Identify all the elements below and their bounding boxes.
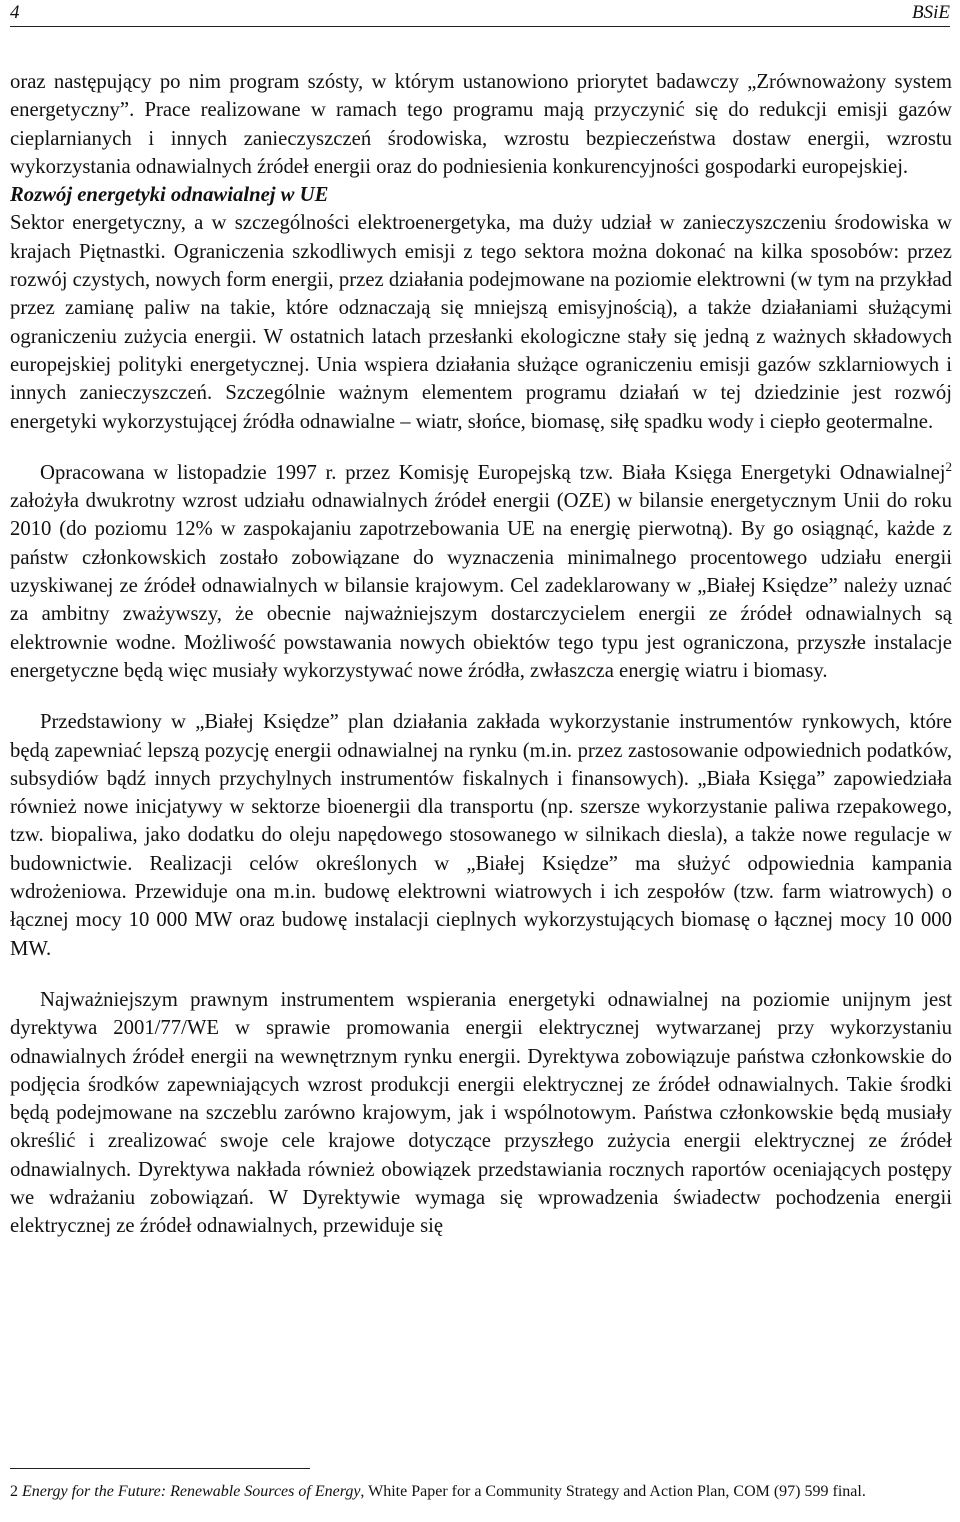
white-paper-text-start: Opracowana w listopadzie 1997 r. przez Komisję Europejską tzw. Biała Księga Energetyki Odnawialnej — [40, 461, 946, 484]
publication-brand: BSiE — [912, 2, 950, 23]
footnote — [10, 1481, 952, 1502]
paragraph-directive: Najważniejszym prawnym instrumentem wspierania energetyki odnawialnej na poziomie unijnym jest dyrektywa 2001/77/WE w sprawie promowania energii elektrycznej wytwarzanej przy wykorzystaniu odnawialnych źródeł energii na wewnętrznym rynku energii. Dyrektywa zobowiązuje państwa członkowskie do podjęcia środków zapewniających wzrost produkcji energii elektrycznej ze źródeł odnawialnych. Takie środki będą podejmowane na szczeblu zarówno krajowym, jak i wspólnotowym. Państwa członkowskie będą musiały określić i zrealizować swoje cele krajowe dotyczące przyszłego zużycia energii elektrycznej ze źródeł odnawialnych. Dyrektywa nakłada również obowiązek przedstawiania rocznych raportów oceniających postępy we wdrażaniu zobowiązań. W Dyrektywie wymaga się wprowadzenia świadectw pochodzenia energii elektrycznej ze źródeł odnawialnych, przewiduje się — [10, 988, 952, 1238]
header-divider — [10, 26, 950, 27]
page-body — [10, 68, 952, 1241]
page-number: 4 — [10, 2, 20, 23]
section-heading: Rozwój energetyki odnawialnej w UE — [10, 184, 329, 207]
paragraph-white-paper — [10, 459, 952, 685]
footnote-number: 2 — [10, 1483, 18, 1500]
paragraph-energy-sector: Sektor energetyczny, a w szczególności elektroenergetyka, ma duży udział w zanieczyszczeniu środowiska w krajach Piętnastki. Ograniczenia szkodliwych emisji z tego sektora można dokonać na kilka sposobów: przez rozwój czystych, nowych form energii, przez działania podejmowane na poziomie elektrowni (w tym na przykład przez zamianę paliw na takie, które odznaczają się mniejszą emisyjnością), a także działaniami służącymi ograniczeniu zużycia energii. W ostatnich latach przesłanki ekologiczne stały się jedną z ważnych składowych europejskiej polityki energetycznej. Unia wspiera działania służące ograniczeniu emisji gazów szklarniowych i innych zanieczyszczeń. Szczególnie ważnym elementem programu działań w tej dziedzinie jest rozwój energetyki wykorzystującej źródła odnawialne – wiatr, słońce, biomasę, siłę spadku wody i ciepło geotermalne. — [10, 212, 952, 433]
paragraph-intro: oraz następujący po nim program szósty, w którym ustanowiono priorytet badawczy „Zrównoważony system energetyczny”. Prace realizowane w ramach tego programu mają przyczynić się do redukcji emisji gazów cieplarnianych i innych zanieczyszczeń środowiska, wzrostu bezpieczeństwa dostaw energii, wzrostu wykorzystania odnawialnych źródeł energii oraz do podniesienia konkurencyjności gospodarki europejskiej. — [10, 71, 952, 178]
footnote-divider — [10, 1468, 310, 1469]
page-header — [10, 0, 950, 24]
footnote-text: , White Paper for a Community Strategy and Action Plan, COM (97) 599 final. — [360, 1483, 866, 1500]
footnote-title: Energy for the Future: Renewable Sources of Energy — [22, 1483, 361, 1500]
paragraph-action-plan: Przedstawiony w „Białej Księdze” plan działania zakłada wykorzystanie instrumentów rynkowych, które będą zapewniać lepszą pozycję energii odnawialnej na rynku (m.in. przez zastosowanie odpowiednich podatków, subsydiów bądź innych przychylnych instrumentów fiskalnych i finansowych). „Biała Księga” zapowiedziała również nowe inicjatywy w sektorze bioenergii dla transportu (np. szersze wykorzystanie paliwa rzepakowego, tzw. biopaliwa, jako dodatku do oleju napędowego stosowanego w silnikach diesla), a także nowe regulacje w budownictwie. Realizacji celów określonych w „Białej Księdze” ma służyć odpowiednia kampania wdrożeniowa. Przewiduje ona m.in. budowę elektrowni wiatrowych i ich zespołów (tzw. farm wiatrowych) o łącznej mocy 10 000 MW oraz budowę instalacji cieplnych wykorzystujących biomasę o łącznej mocy 10 000 MW. — [10, 711, 952, 960]
footnote-reference: 2 — [945, 458, 952, 474]
white-paper-text-rest: założyła dwukrotny wzrost udziału odnawialnych źródeł energii (OZE) w bilansie energetycznym Unii do roku 2010 (do poziomu 12% w zaspokajaniu zapotrzebowania UE na energię pierwotną). By go osiągnąć, każde z państw członkowskich zostało zobowiązane do wyznaczenia minimalnego procentowego udziału energii uzyskiwanej ze źródeł odnawialnych w bilansie krajowym. Cel zadeklarowany w „Białej Księdze” należy uznać za ambitny zważywszy, że obecnie najważniejszym dostarczycielem energii ze źródeł odnawialnych są elektrownie wodne. Możliwość powstawania nowych obiektów tego typu jest ograniczona, przyszłe instalacje energetyczne będą więc musiały wykorzystywać nowe źródła, zwłaszcza energię wiatru i biomasy. — [10, 490, 952, 682]
